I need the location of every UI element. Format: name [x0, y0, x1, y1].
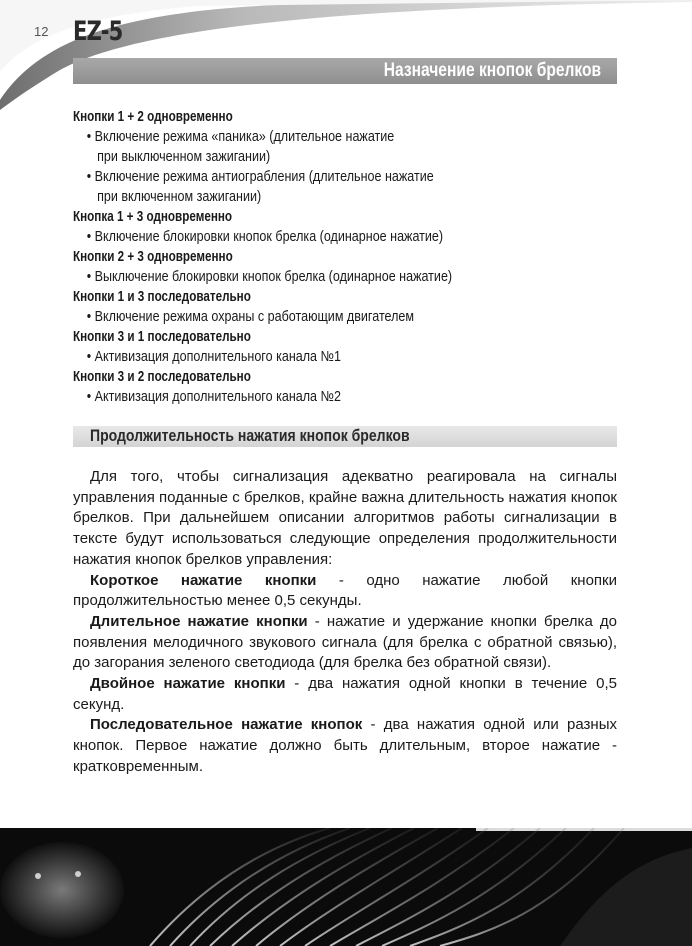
press-duration-text: [73, 467, 617, 778]
combo-heading: Кнопки 2 + 3 одновременно: [73, 249, 233, 265]
definition-paragraph: [73, 674, 617, 715]
definition-paragraph: [73, 571, 617, 612]
definition-term: Последовательное нажатие кнопок: [90, 716, 363, 734]
combo-item-continuation: при включенном зажигании): [97, 189, 262, 205]
section-title-bar: [73, 426, 617, 447]
definition-paragraph: [73, 715, 617, 777]
combo-5: [73, 327, 617, 367]
combo-item: • Включение режима антиограбления (длительное нажатие: [86, 169, 434, 185]
definition-text: - два нажатия одной кнопки в течение 0,5 секунд.: [73, 675, 617, 713]
section-title: Продолжительность нажатия кнопок брелков: [90, 427, 410, 445]
combo-3: [73, 247, 617, 287]
combo-item: • Выключение блокировки кнопок брелка (одинарное нажатие): [86, 269, 453, 285]
combo-heading: Кнопки 3 и 1 последовательно: [73, 329, 251, 345]
fiber-streaks: [150, 828, 624, 946]
combo-1: [73, 107, 617, 207]
combo-heading: Кнопка 1 + 3 одновременно: [73, 209, 233, 225]
combo-2: [73, 207, 617, 247]
definition-text: - два нажатия одной или разных кнопок. Первое нажатие должно быть длительным, второе нажатие - кратковременным.: [73, 716, 617, 775]
definition-text: - одно нажатие любой кнопки продолжительностью менее 0,5 секунды.: [73, 571, 617, 610]
combo-heading: Кнопки 1 и 3 последовательно: [73, 289, 251, 305]
page-title: Назначение кнопок брелков: [383, 60, 601, 81]
brand-logo: EZ-5: [73, 16, 123, 47]
page-title-bar: [73, 58, 617, 84]
button-combinations-list: [73, 107, 617, 407]
combo-item-continuation: при выключенном зажигании): [97, 149, 271, 165]
page-number: 12: [34, 24, 49, 39]
definition-paragraph: [73, 612, 617, 674]
definition-term: Короткое нажатие кнопки: [90, 571, 317, 589]
leopard-head-shape: [0, 842, 124, 938]
combo-heading: Кнопки 3 и 2 последовательно: [73, 369, 251, 385]
combo-heading: Кнопки 1 + 2 одновременно: [73, 109, 233, 125]
combo-item: • Включение режима охраны с работающим двигателем: [86, 309, 415, 325]
footer-decorative-image: [0, 828, 692, 946]
combo-item: • Включение режима «паника» (длительное нажатие: [86, 129, 395, 145]
combo-item: • Включение блокировки кнопок брелка (одинарное нажатие): [86, 229, 444, 245]
definition-term: Длительное нажатие кнопки: [90, 612, 308, 630]
combo-4: [73, 287, 617, 327]
definition-term: Двойное нажатие кнопки: [90, 675, 286, 693]
combo-item: • Активизация дополнительного канала №2: [86, 389, 341, 405]
footer-art-svg: [0, 828, 692, 946]
intro-paragraph: Для того, чтобы сигнализация адекватно реагировала на сигналы управления поданные с брелков, крайне важна длительность нажатия кнопок брелков. При дальнейшем описании алгоритмов работы сигнализации в тексте будут использоваться следующие определения продолжительности нажатия кнопок брелков управления:: [73, 468, 617, 568]
definition-text: - нажатие и удержание кнопки брелка до появления мелодичного звукового сигнала (для брелка с обратной связью), до загорания зеленого светодиода (для брелка без обратной связи).: [73, 612, 617, 672]
combo-6: [73, 367, 617, 407]
combo-item: • Активизация дополнительного канала №1: [86, 349, 341, 365]
